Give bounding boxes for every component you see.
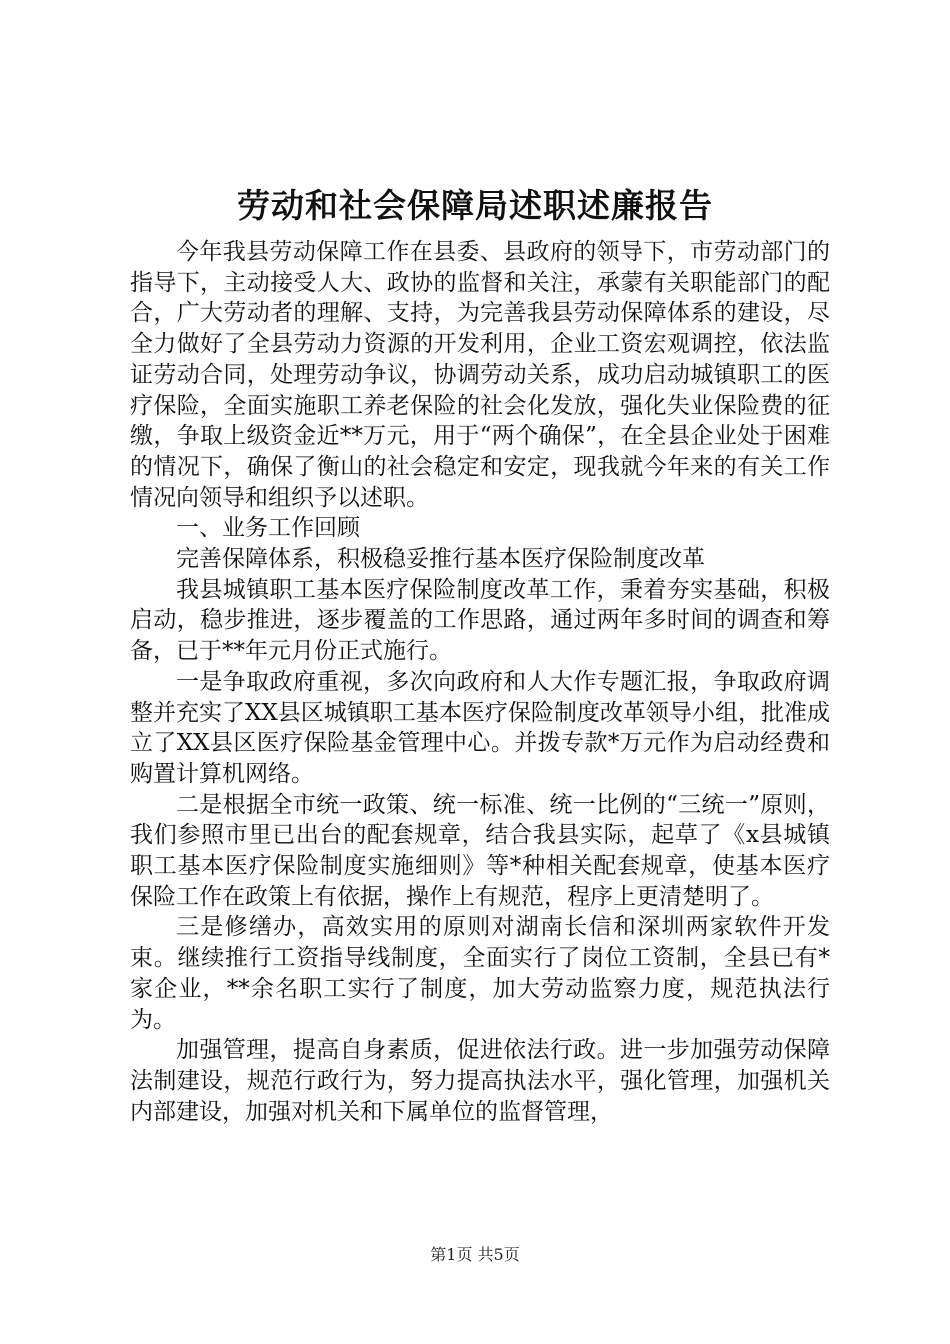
- paragraph-point-two: 二是根据全市统一政策、统一标准、统一比例的“三统一”原则，我们参照市里已出台的配套规章，结合我县实际，起草了《x县城镇职工基本医疗保险制度实施细则》等*种相关配套规章，使基本医疗保险工作在政策上有依据，操作上有规范，程序上更清楚明了。: [130, 791, 830, 910]
- paragraph-point-three: 三是修缮办，高效实用的原则对湖南长信和深圳两家软件开发束。继续推行工资指导线制度，全面实行了岗位工资制，全县已有*家企业，**余名职工实行了制度，加大劳动监察力度，规范执法行为。: [130, 914, 830, 1033]
- page-footer: 第1页 共5页: [430, 1245, 520, 1264]
- document-title: 劳动和社会保障局述职述廉报告: [237, 186, 713, 225]
- section-heading-business-review: 一、业务工作回顾: [176, 515, 360, 542]
- paragraph-intro: 今年我县劳动保障工作在县委、县政府的领导下，市劳动部门的指导下，主动接受人大、政协的监督和关注，承蒙有关职能部门的配合，广大劳动者的理解、支持，为完善我县劳动保障体系的建设，尽全力做好了全县劳动力资源的开发利用，企业工资宏观调控，依法监证劳动合同，处理劳动争议，协调劳动关系，成功启动城镇职工的医疗保险，全面实施职工养老保险的社会化发放，强化失业保险费的征缴，争取上级资金近**万元，用于“两个确保”，在全县企业处于困难的情况下，确保了衡山的社会稳定和安定，现我就今年来的有关工作情况向领导和组织予以述职。: [130, 239, 830, 511]
- paragraph-reform-overview: 我县城镇职工基本医疗保险制度改革工作，秉着夯实基础，积极启动，稳步推进，逐步覆盖的工作思路，通过两年多时间的调查和筹备，已于**年元月份正式施行。: [130, 576, 830, 665]
- subheading-medical-insurance-reform: 完善保障体系，积极稳妥推行基本医疗保险制度改革: [176, 546, 705, 573]
- paragraph-point-one: 一是争取政府重视，多次向政府和人大作专题汇报，争取政府调整并充实了XX县区城镇职工基本医疗保险制度改革领导小组，批准成立了XX县区医疗保险基金管理中心。并拨专款*万元作为启动经费和购置计算机网络。: [130, 668, 830, 787]
- document-body: [130, 237, 830, 1127]
- paragraph-management: 加强管理，提高自身素质，促进依法行政。进一步加强劳动保障法制建设，规范行政行为，努力提高执法水平，强化管理，加强机关内部建设，加强对机关和下属单位的监督管理，: [130, 1037, 830, 1125]
